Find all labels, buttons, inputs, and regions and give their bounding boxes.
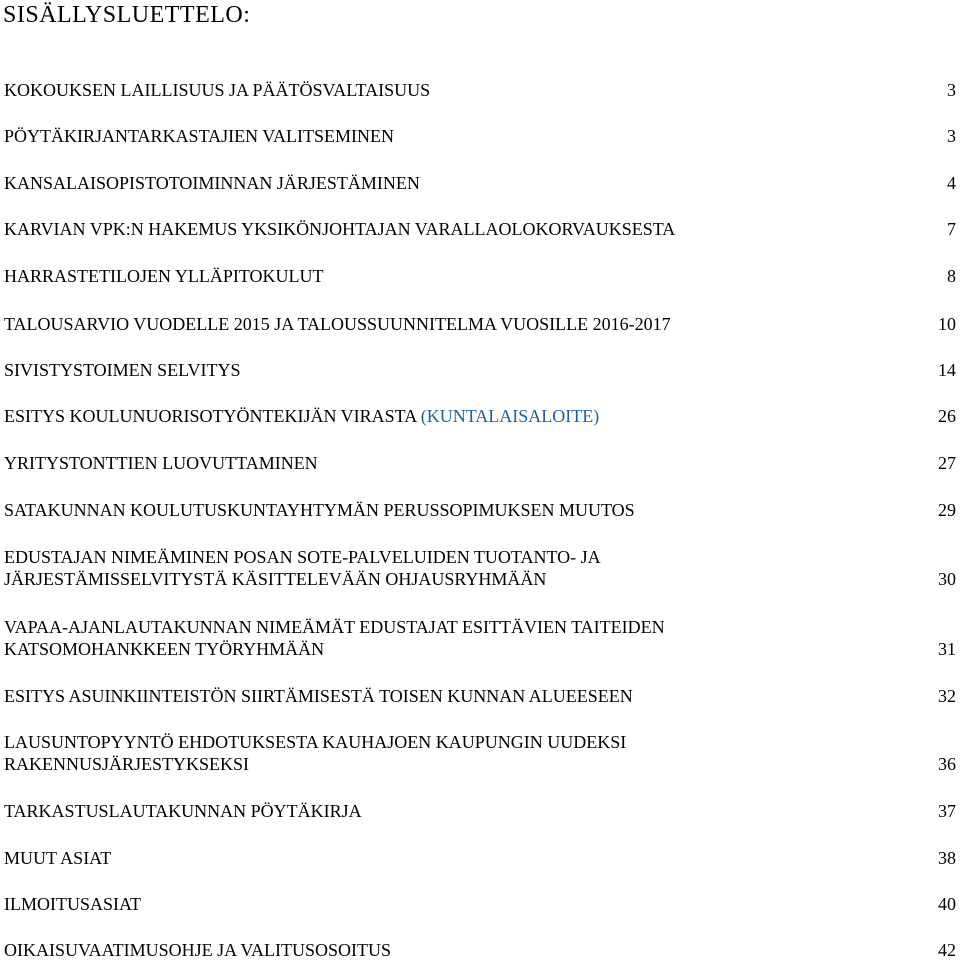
kuntalaisaloite-link[interactable]: (KUNTALAISALOITE) <box>420 406 600 426</box>
toc-entry-title-line1: VAPAA-AJANLAUTAKUNNAN NIMEÄMÄT EDUSTAJAT ESITTÄVIEN TAITEIDEN <box>4 617 665 637</box>
toc-entry[interactable] <box>4 125 956 147</box>
toc-entry-title-line2: JÄRJESTÄMISSELVITYSTÄ KÄSITTELEVÄÄN OHJAUSRYHMÄÄN <box>4 569 547 589</box>
toc-entry-title: KANSALAISOPISTOTOIMINNAN JÄRJESTÄMINEN <box>4 173 420 193</box>
toc-entry-title: OIKAISUVAATIMUSOHJE JA VALITUSOSOITUS <box>4 940 392 960</box>
toc-entry-title: ESITYS ASUINKIINTEISTÖN SIIRTÄMISESTÄ TOISEN KUNNAN ALUEESEEN <box>4 686 633 706</box>
toc-entry[interactable] <box>4 893 956 915</box>
toc-entry[interactable] <box>4 939 956 961</box>
toc-page-number: 36 <box>938 754 956 774</box>
toc-entry[interactable] <box>4 800 956 822</box>
toc-page-number: 40 <box>938 894 956 914</box>
toc-page-number: 32 <box>938 686 956 706</box>
toc-entry[interactable] <box>4 499 956 521</box>
toc-entry-title-line1: LAUSUNTOPYYNTÖ EHDOTUKSESTA KAUHAJOEN KAUPUNGIN UUDEKSI <box>4 732 627 752</box>
toc-entry[interactable] <box>4 546 956 590</box>
toc-page-number: 3 <box>947 80 956 100</box>
toc-entry[interactable] <box>4 685 956 707</box>
toc-entry-title-line2: KATSOMOHANKKEEN TYÖRYHMÄÄN <box>4 639 325 659</box>
toc-page-number: 3 <box>947 126 956 146</box>
toc-entry[interactable] <box>4 359 956 381</box>
toc-entry[interactable] <box>4 847 956 869</box>
toc-entry-title <box>4 546 956 590</box>
toc-entry-title: SIVISTYSTOIMEN SELVITYS <box>4 360 241 380</box>
toc-entry-title <box>4 616 956 660</box>
toc-entry[interactable] <box>4 405 956 427</box>
toc-entry-title <box>4 731 956 775</box>
toc-page-number: 8 <box>947 266 956 286</box>
toc-entry-title: HARRASTETILOJEN YLLÄPITOKULUT <box>4 266 324 286</box>
toc-page-number: 14 <box>938 360 956 380</box>
toc-page-number: 42 <box>938 940 956 960</box>
toc-entry[interactable] <box>4 79 956 101</box>
toc-page-number: 38 <box>938 848 956 868</box>
toc-entry[interactable] <box>4 731 956 775</box>
toc-page-number: 10 <box>938 314 956 334</box>
toc-entry[interactable] <box>4 452 956 474</box>
toc-entry-title: SATAKUNNAN KOULUTUSKUNTAYHTYMÄN PERUSSOPIMUKSEN MUUTOS <box>4 500 635 520</box>
toc-page-number: 30 <box>938 569 956 589</box>
toc-entry-title: YRITYSTONTTIEN LUOVUTTAMINEN <box>4 453 318 473</box>
toc-page-number: 4 <box>947 173 956 193</box>
toc-entry[interactable] <box>4 218 956 240</box>
page-title: SISÄLLYSLUETTELO: <box>3 2 251 28</box>
toc-page-number: 31 <box>938 639 956 659</box>
toc-page-number: 26 <box>938 406 956 426</box>
toc-entry-title: TARKASTUSLAUTAKUNNAN PÖYTÄKIRJA <box>4 801 362 821</box>
toc-entry-title: KARVIAN VPK:N HAKEMUS YKSIKÖNJOHTAJAN VARALLAOLOKORVAUKSESTA <box>4 219 676 239</box>
toc-entry-title-line1: EDUSTAJAN NIMEÄMINEN POSAN SOTE-PALVELUIDEN TUOTANTO- JA <box>4 547 601 567</box>
toc-entry[interactable] <box>4 172 956 194</box>
toc-entry-title: KOKOUKSEN LAILLISUUS JA PÄÄTÖSVALTAISUUS <box>4 80 431 100</box>
toc-entry-title: ILMOITUSASIAT <box>4 894 141 914</box>
toc-entry[interactable] <box>4 616 956 660</box>
toc-page-number: 27 <box>938 453 956 473</box>
toc-page-number: 7 <box>947 219 956 239</box>
toc-entry-title-line2: RAKENNUSJÄRJESTYKSEKSI <box>4 754 250 774</box>
toc-entry-title <box>4 405 956 427</box>
toc-entry-title: TALOUSARVIO VUODELLE 2015 JA TALOUSSUUNNITELMA VUOSILLE 2016-2017 <box>4 314 671 334</box>
toc-page-number: 29 <box>938 500 956 520</box>
toc-entry-title: PÖYTÄKIRJANTARKASTAJIEN VALITSEMINEN <box>4 126 394 146</box>
toc-entry[interactable] <box>4 265 956 287</box>
toc-entry[interactable] <box>4 313 956 335</box>
toc-entry-title-main: ESITYS KOULUNUORISOTYÖNTEKIJÄN VIRASTA <box>4 406 417 426</box>
toc-page-number: 37 <box>938 801 956 821</box>
toc-entry-title: MUUT ASIAT <box>4 848 112 868</box>
